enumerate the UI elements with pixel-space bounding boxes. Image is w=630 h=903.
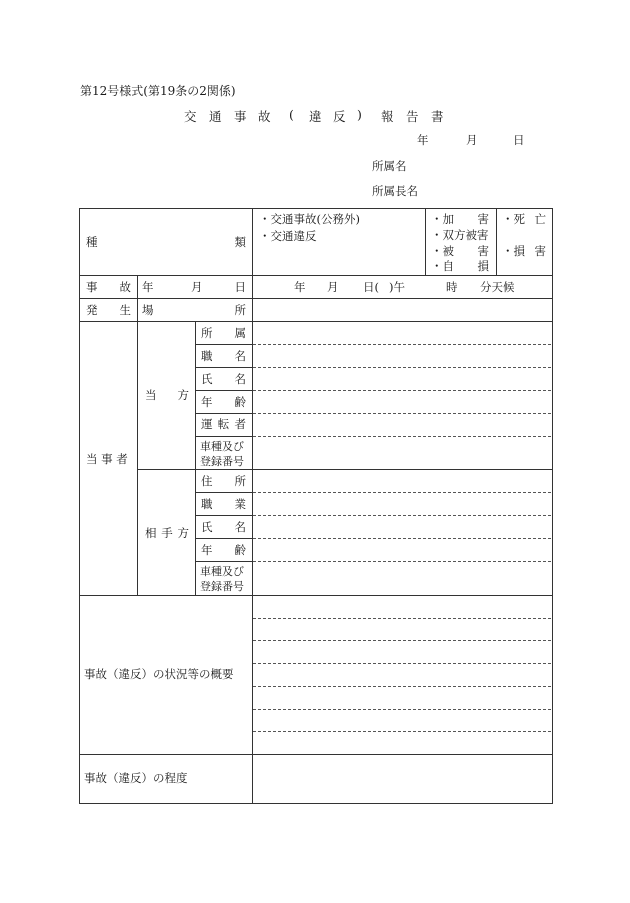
title-char: 書 bbox=[431, 109, 444, 124]
title-char: 通 bbox=[209, 109, 222, 124]
parties-label: 当 事 者 bbox=[86, 452, 128, 466]
damage-option-mutual[interactable]: ・双方被害 bbox=[431, 228, 489, 242]
occurrence-label-bottom: 発 生 bbox=[86, 303, 131, 317]
self-field-position: 職 名 bbox=[201, 349, 246, 363]
type-option-accident[interactable]: ・交通事故(公務外) bbox=[259, 212, 360, 226]
other-field-name: 氏 名 bbox=[201, 520, 246, 534]
title-char: 報 bbox=[381, 109, 394, 124]
severity-label: 事故（違反）の程度 bbox=[84, 771, 188, 785]
type-option-violation[interactable]: ・交通違反 bbox=[259, 229, 317, 243]
severity-field[interactable] bbox=[254, 756, 552, 802]
result-option-death[interactable]: ・死 亡 bbox=[502, 212, 546, 226]
title-char: 事 bbox=[234, 109, 247, 124]
damage-option-victim[interactable]: ・被 害 bbox=[431, 244, 489, 258]
other-party-label: 相 手 方 bbox=[145, 526, 189, 540]
type-label: 種 類 bbox=[86, 235, 246, 249]
summary-field[interactable] bbox=[254, 597, 552, 753]
place-label: 場 所 bbox=[142, 303, 246, 317]
occurrence-label-top: 事 故 bbox=[86, 280, 131, 294]
other-field-age: 年 齢 bbox=[201, 543, 246, 557]
title-char: 告 bbox=[406, 109, 419, 124]
datetime-label: 年 月 日 bbox=[142, 280, 246, 294]
self-field-driver: 運 転 者 bbox=[201, 417, 246, 431]
datetime-value[interactable]: 年 月 日( )午 時 分天候 bbox=[294, 280, 515, 294]
title-char: 交 bbox=[184, 109, 197, 124]
title-char: ( bbox=[289, 107, 294, 122]
self-party-label: 当 方 bbox=[145, 388, 189, 402]
form-number: 第12号様式(第19条の2関係) bbox=[80, 84, 236, 98]
title-char: ) bbox=[357, 107, 362, 122]
date-month: 月 bbox=[466, 133, 478, 147]
title-char: 反 bbox=[333, 109, 346, 124]
self-field-name: 氏 名 bbox=[201, 372, 246, 386]
chief-label: 所属長名 bbox=[372, 184, 418, 198]
self-field-vehicle: 車種及び 登録番号 bbox=[200, 440, 244, 468]
self-field-age: 年 齢 bbox=[201, 395, 246, 409]
date-year: 年 bbox=[417, 133, 429, 147]
result-option-damage[interactable]: ・損 害 bbox=[502, 244, 546, 258]
damage-option-self[interactable]: ・自 損 bbox=[431, 259, 489, 273]
other-field-vehicle: 車種及び 登録番号 bbox=[200, 565, 244, 593]
other-field-occupation: 職 業 bbox=[201, 497, 246, 511]
title-char: 故 bbox=[258, 109, 271, 124]
summary-label: 事故（違反）の状況等の概要 bbox=[84, 667, 234, 681]
other-field-address: 住 所 bbox=[201, 474, 246, 488]
damage-option-perpetrator[interactable]: ・加 害 bbox=[431, 212, 489, 226]
place-field[interactable] bbox=[254, 300, 552, 320]
date-day: 日 bbox=[513, 133, 525, 147]
title-char: 違 bbox=[309, 109, 322, 124]
self-field-affiliation: 所 属 bbox=[201, 326, 246, 340]
affiliation-label: 所属名 bbox=[372, 159, 407, 173]
